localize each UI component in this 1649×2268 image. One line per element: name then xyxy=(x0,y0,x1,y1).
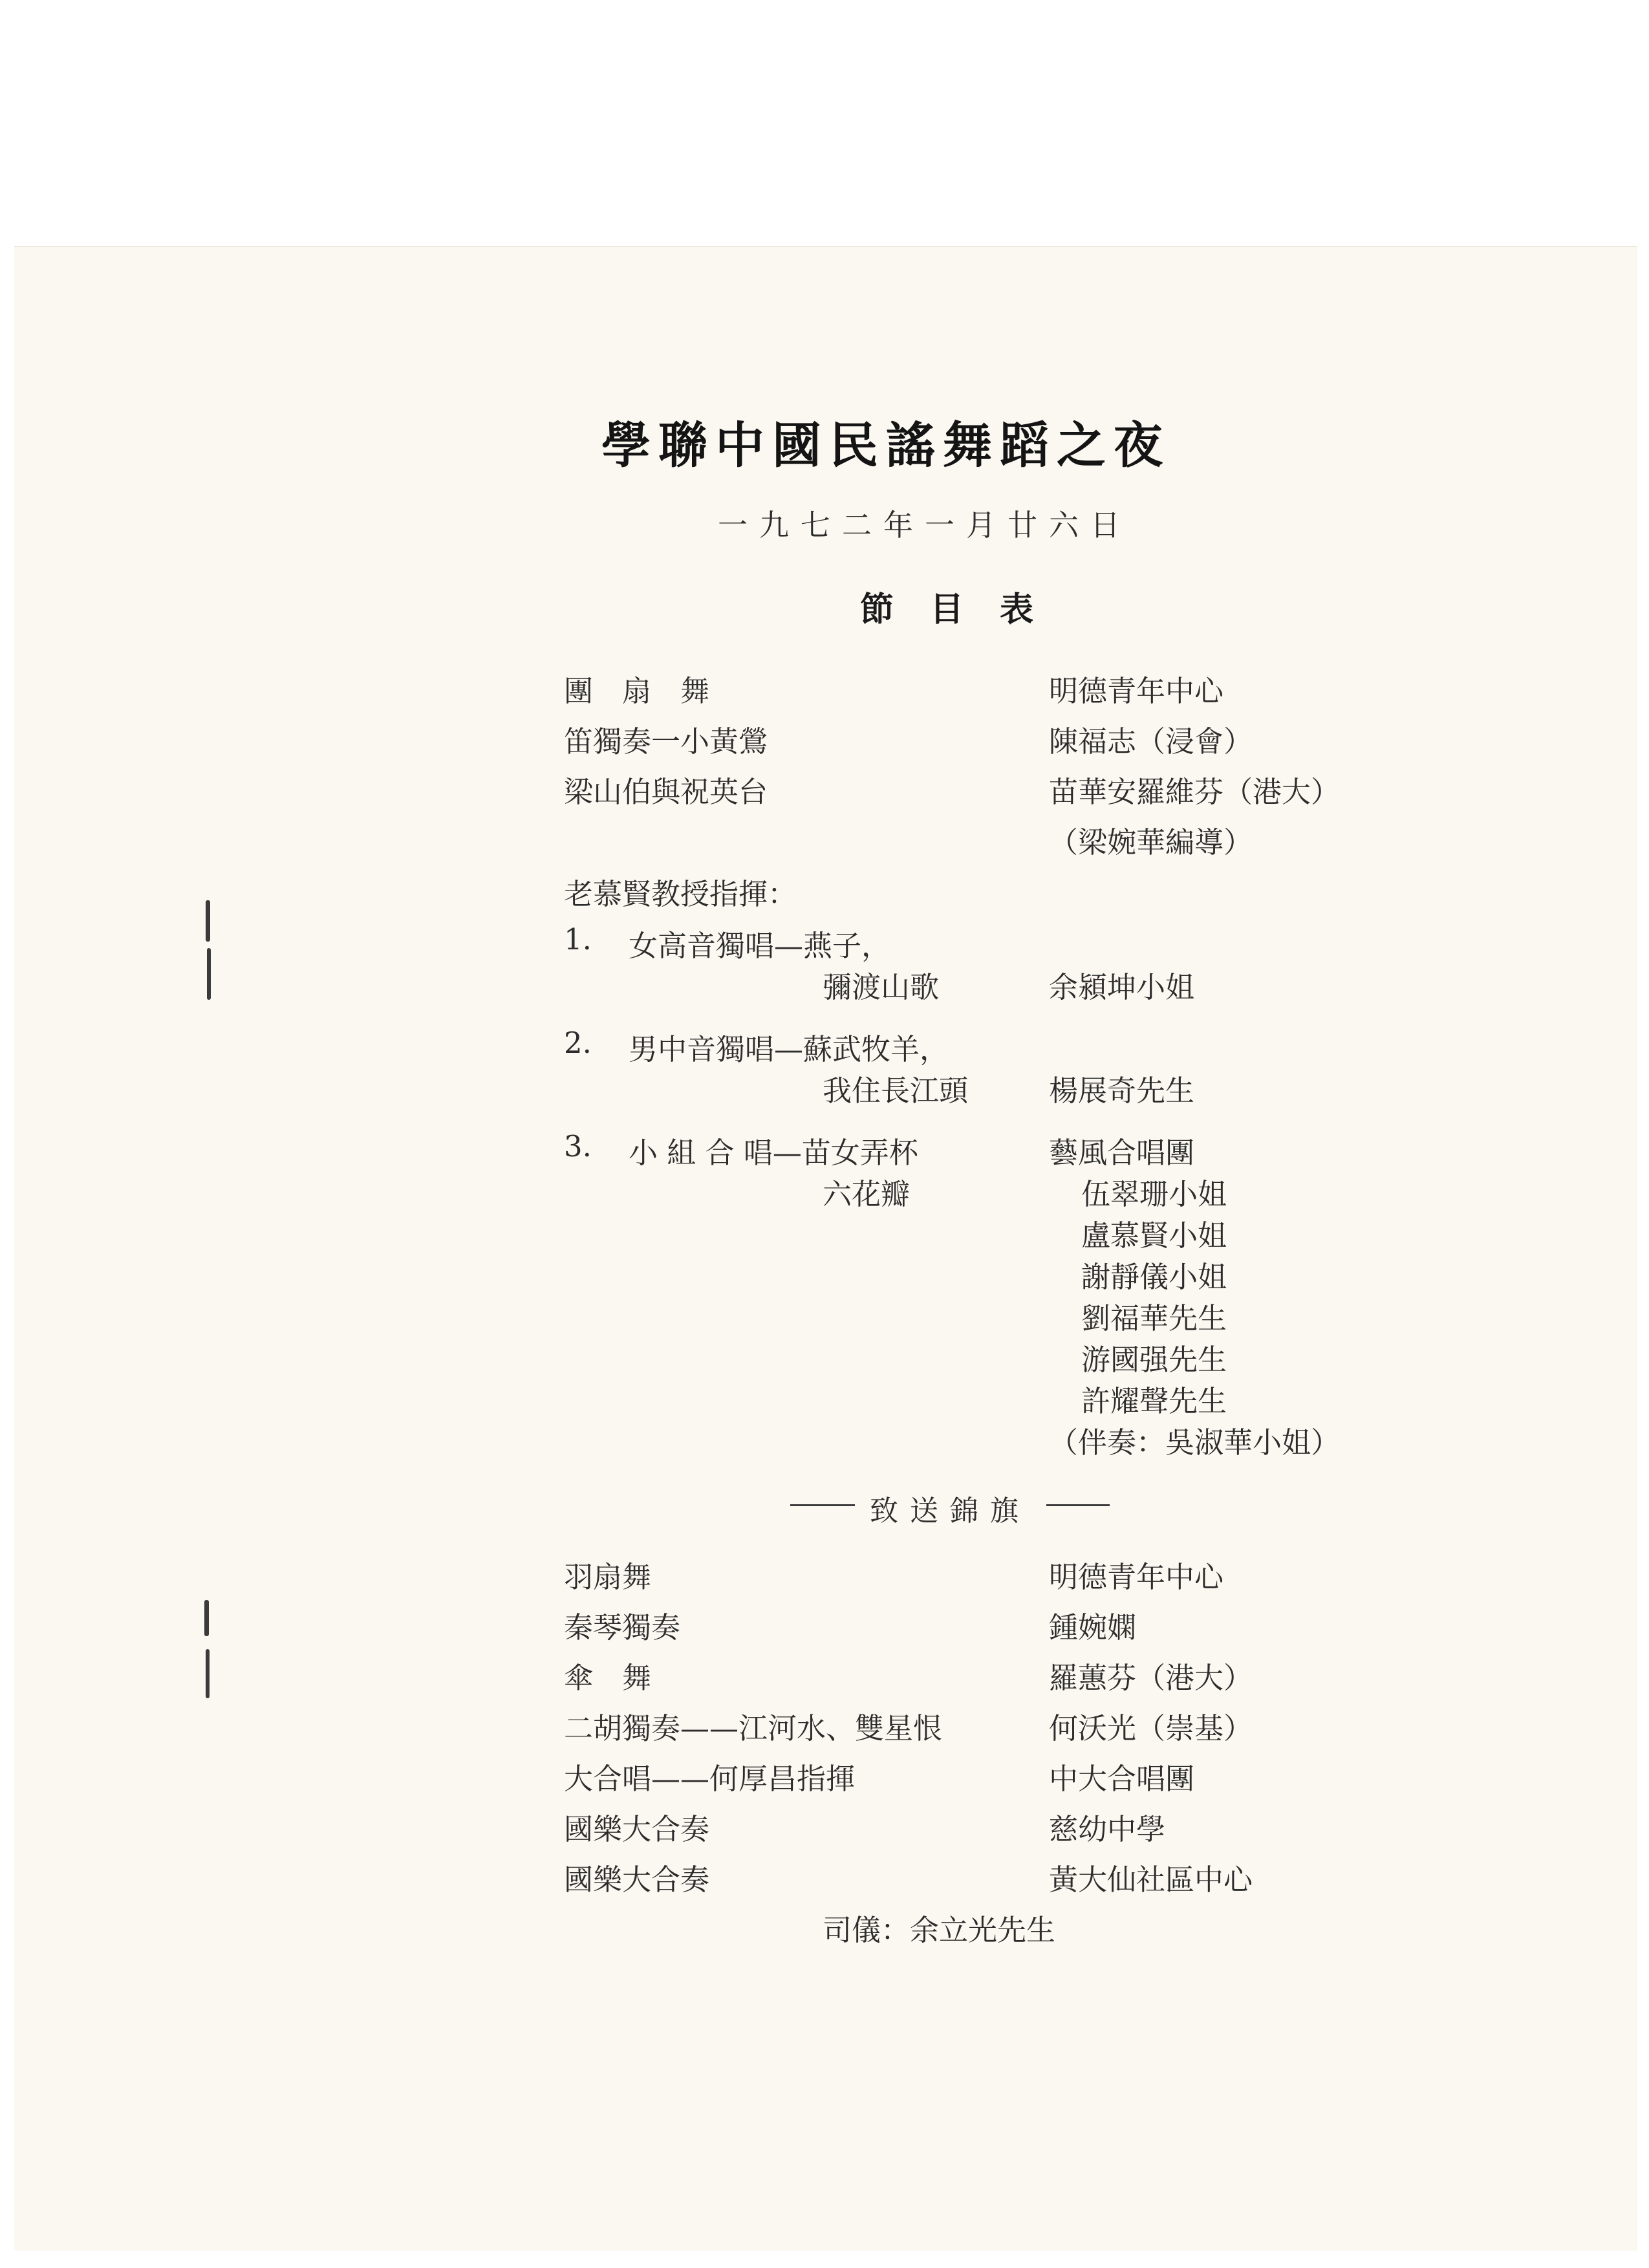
choir-member: 伍翠珊小姐 xyxy=(1081,1177,1227,1211)
program-item: 秦琴獨奏 xyxy=(564,1610,681,1645)
separator-text: 致送錦旗 xyxy=(870,1495,1030,1528)
choral-performer: 楊展奇先生 xyxy=(1049,1074,1195,1108)
choir-member: 游國强先生 xyxy=(1081,1343,1227,1377)
event-date: 一九七二年一月廿六日 xyxy=(718,508,1132,543)
binding-staple-bottom-1 xyxy=(204,1600,209,1636)
program-performer: （梁婉華編導） xyxy=(1049,825,1253,859)
program-item: 二胡獨奏——江河水、雙星恨 xyxy=(564,1711,943,1745)
choir-member: 劉福華先生 xyxy=(1081,1301,1227,1335)
program-item: 國樂大合奏 xyxy=(564,1863,710,1897)
program-performer: 鍾婉嫻 xyxy=(1049,1610,1137,1645)
program-performer: 中大合唱團 xyxy=(1049,1762,1195,1796)
choral-number: 3. xyxy=(564,1129,592,1163)
page-title: 學聯中國民謠舞蹈之夜 xyxy=(601,416,1170,474)
choral-label: 男中音獨唱—蘇武牧羊， xyxy=(629,1032,949,1066)
binding-staple-top-1 xyxy=(206,900,210,942)
choral-continuation: 六花瓣 xyxy=(823,1177,911,1211)
program-heading: 節目表 xyxy=(860,590,1070,629)
program-item: 羽扇舞 xyxy=(564,1560,652,1594)
program-performer: 陳福志（浸會） xyxy=(1049,724,1253,759)
program-performer: 苗華安羅維芬（港大） xyxy=(1049,775,1341,809)
choral-label: 小 組 合 唱—苗女弄杯 xyxy=(629,1136,918,1170)
conductor-heading: 老慕賢教授指揮： xyxy=(564,877,797,911)
choir-member: 謝靜儀小姐 xyxy=(1081,1260,1227,1294)
separator-line-right xyxy=(1046,1504,1110,1506)
binding-staple-top-2 xyxy=(207,948,211,1000)
choral-continuation: 彌渡山歌 xyxy=(823,970,940,1004)
program-performer: 黃大仙社區中心 xyxy=(1049,1863,1253,1897)
choir-member: 許耀聲先生 xyxy=(1081,1384,1227,1418)
paper-sheet xyxy=(14,247,1637,2251)
program-performer: 明德青年中心 xyxy=(1049,674,1224,708)
choral-number: 2. xyxy=(564,1026,592,1060)
program-performer: 明德青年中心 xyxy=(1049,1560,1224,1594)
program-item: 大合唱——何厚昌指揮 xyxy=(564,1762,856,1796)
choir-member: 盧慕賢小姐 xyxy=(1081,1218,1227,1253)
choral-performer: 藝風合唱團 xyxy=(1049,1136,1195,1170)
separator-line-left xyxy=(790,1504,855,1506)
program-performer: 羅蕙芬（港大） xyxy=(1049,1661,1253,1695)
choral-number: 1. xyxy=(564,922,592,956)
program-item: 傘 舞 xyxy=(564,1661,652,1695)
binding-staple-bottom-2 xyxy=(206,1649,210,1698)
program-item: 團 扇 舞 xyxy=(564,674,710,708)
program-item: 笛獨奏一小黃鶯 xyxy=(564,724,768,759)
program-item: 梁山伯與祝英台 xyxy=(564,775,768,809)
choral-performer: 余潁坤小姐 xyxy=(1049,970,1195,1004)
master-of-ceremonies: 司儀：余立光先生 xyxy=(823,1913,1056,1947)
choral-continuation: 我住長江頭 xyxy=(823,1074,969,1108)
accompanist: （伴奏：吳淑華小姐） xyxy=(1049,1425,1341,1460)
program-performer: 慈幼中學 xyxy=(1049,1812,1166,1846)
program-performer: 何沃光（崇基） xyxy=(1049,1711,1253,1745)
choral-label: 女高音獨唱—燕子， xyxy=(629,929,891,963)
program-item: 國樂大合奏 xyxy=(564,1812,710,1846)
